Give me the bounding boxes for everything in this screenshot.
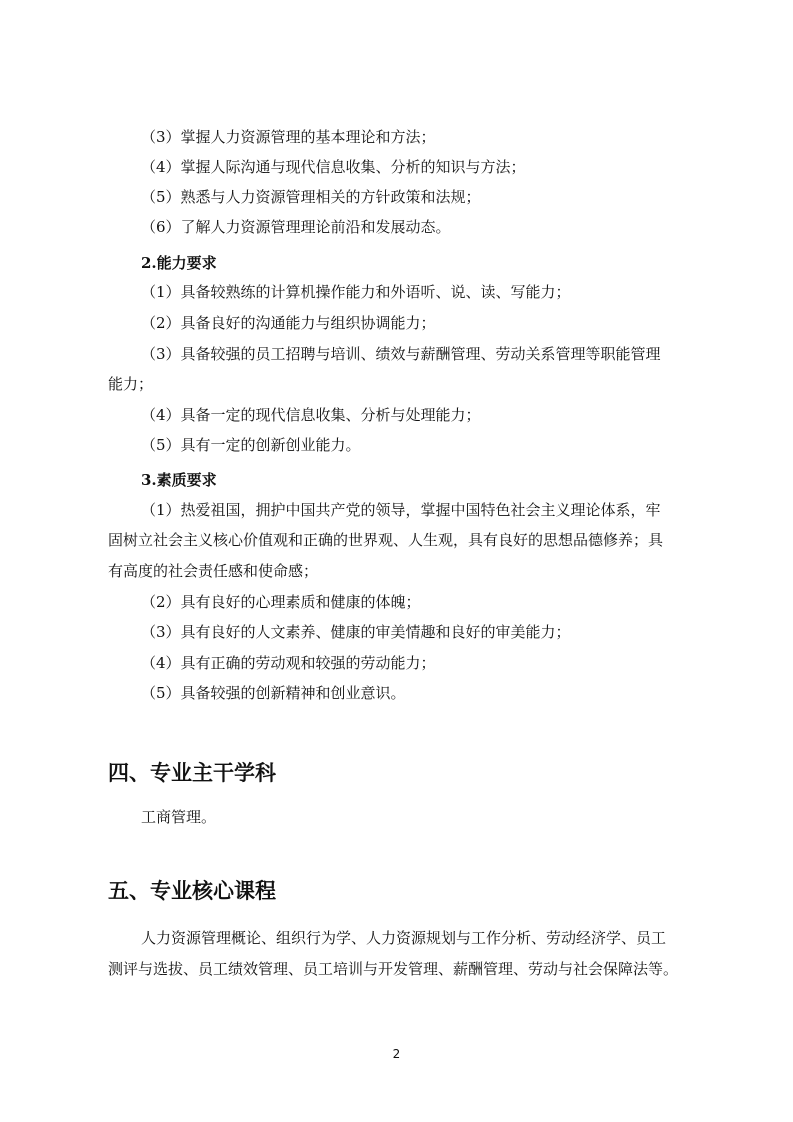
quality-item-1: （1）热爱祖国，拥护中国共产党的领导，掌握中国特色社会主义理论体系，牢	[141, 501, 661, 519]
page-number: 2	[392, 1047, 401, 1061]
ability-heading: 2.能力要求	[141, 254, 217, 272]
quality-item-2: （2）具有良好的心理素质和健康的体魄；	[141, 593, 421, 611]
quality-heading: 3.素质要求	[141, 471, 217, 489]
ability-item-4: （4）具备一定的现代信息收集、分析与处理能力；	[141, 406, 481, 424]
knowledge-item-5: （5）熟悉与人力资源管理相关的方针政策和法规；	[141, 188, 481, 206]
quality-item-5: （5）具备较强的创新精神和创业意识。	[141, 684, 406, 702]
ability-item-2: （2）具备良好的沟通能力与组织协调能力；	[141, 314, 436, 332]
section-4-heading: 四、专业主干学科	[108, 761, 276, 785]
section-5-body-line-2: 测评与选拔、员工绩效管理、员工培训与开发管理、薪酬管理、劳动与社会保障法等。	[108, 960, 679, 978]
quality-item-1-cont-1: 固树立社会主义核心价值观和正确的世界观、人生观，具有良好的思想品德修养；具	[108, 531, 664, 549]
knowledge-item-3: （3）掌握人力资源管理的基本理论和方法；	[141, 128, 436, 146]
quality-item-3: （3）具有良好的人文素养、健康的审美情趣和良好的审美能力；	[141, 623, 571, 641]
section-5-heading: 五、专业核心课程	[108, 879, 276, 903]
section-4-body: 工商管理。	[141, 808, 217, 826]
section-5-body-line-1: 人力资源管理概论、组织行为学、人力资源规划与工作分析、劳动经济学、员工	[141, 929, 667, 947]
knowledge-item-4: （4）掌握人际沟通与现代信息收集、分析的知识与方法；	[141, 158, 526, 176]
knowledge-item-6: （6）了解人力资源管理理论前沿和发展动态。	[141, 218, 451, 236]
ability-item-3: （3）具备较强的员工招聘与培训、绩效与薪酬管理、劳动关系管理等职能管理	[141, 345, 661, 363]
ability-item-3-cont: 能力；	[108, 375, 154, 393]
ability-item-5: （5）具有一定的创新创业能力。	[141, 436, 361, 454]
quality-item-1-cont-2: 有高度的社会责任感和使命感；	[108, 562, 319, 580]
quality-item-4: （4）具有正确的劳动观和较强的劳动能力；	[141, 654, 436, 672]
ability-item-1: （1）具备较熟练的计算机操作能力和外语听、说、读、写能力；	[141, 283, 571, 301]
